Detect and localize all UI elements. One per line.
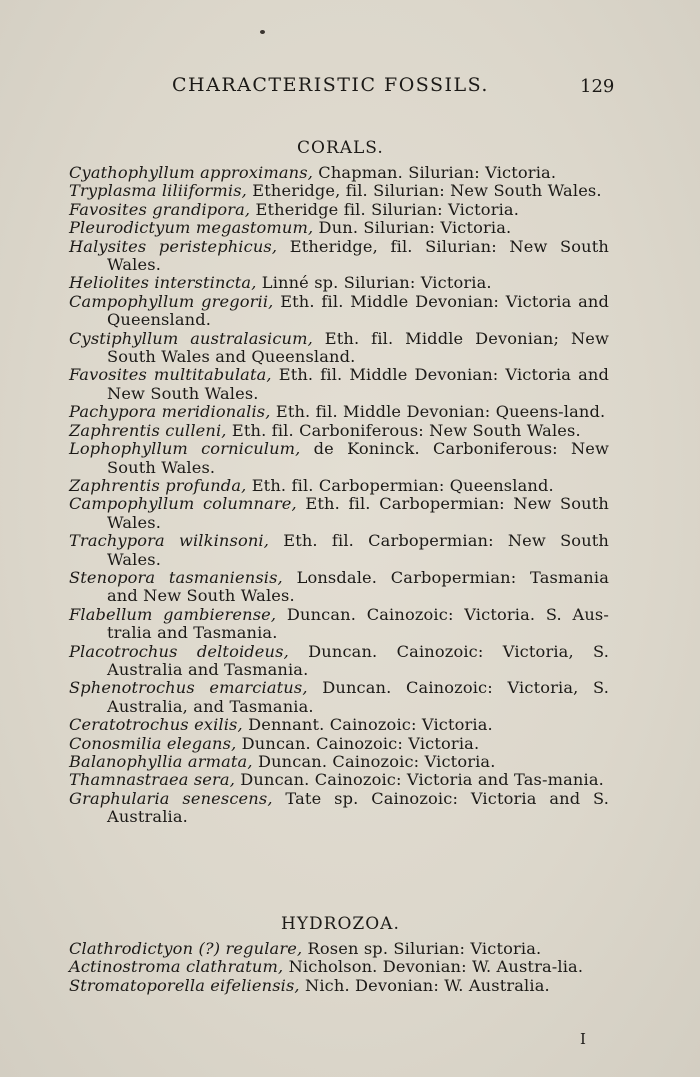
list-item: [69, 182, 609, 200]
species-name: Stromatoporella eifeliensis,: [69, 975, 300, 995]
list-item: [69, 238, 609, 275]
running-title: CHARACTERISTIC FOSSILS.: [172, 74, 489, 96]
entry-details: Etheridge, fil. Silurian: New South Wales.: [246, 181, 602, 201]
species-name: Clathrodictyon (?) regulare,: [69, 939, 303, 958]
entry-details: Linné sp. Silurian: Victoria.: [256, 273, 492, 293]
entry-details: Duncan. Cainozoic: Victoria, S. Australia and Tasmania.: [107, 641, 610, 679]
species-name: Zaphrentis profunda,: [69, 475, 247, 495]
species-name: Heliolites interstincta,: [69, 273, 257, 293]
entry-details: de Koninck. Carboniferous: New South Wales.: [107, 439, 610, 477]
species-name: Pleurodictyum megastomum,: [69, 218, 314, 238]
entry-details: Eth. fil. Middle Devonian: Victoria and New South Wales.: [107, 365, 609, 403]
entry-details: Duncan. Cainozoic: Victoria, S. Australia, and Tasmania.: [107, 678, 609, 716]
section-title-corals: CORALS.: [297, 138, 384, 158]
species-name: Cyathophyllum approximans,: [69, 163, 314, 182]
species-name: Sphenotrochus emarciatus,: [69, 678, 308, 698]
species-name: Placotrochus deltoideus,: [69, 641, 289, 661]
section-title-hydrozoa: HYDROZOA.: [281, 914, 400, 934]
entry-details: Eth. fil. Middle Devonian: Victoria and Queensland.: [107, 291, 610, 330]
species-name: Halysites peristephicus,: [69, 236, 278, 256]
species-name: Zaphrentis culleni,: [69, 420, 227, 440]
entry-details: Duncan. Cainozoic: Victoria.: [252, 752, 496, 771]
list-item: [69, 532, 609, 569]
entry-details: Nich. Devonian: W. Australia.: [299, 975, 550, 995]
species-name: Pachypora meridionalis,: [69, 402, 271, 422]
species-name: Favosites grandipora,: [69, 199, 251, 219]
hydrozoa-list: [69, 940, 609, 995]
species-name: Thamnastraea sera,: [69, 770, 235, 790]
list-item: [69, 219, 609, 237]
list-item: [69, 477, 609, 495]
species-name: Tryplasma liliiformis,: [69, 181, 247, 201]
list-item: [69, 958, 609, 976]
entry-details: Dun. Silurian: Victoria.: [313, 218, 512, 238]
entry-details: Eth. fil. Middle Devonian; New South Wales and Queensland.: [107, 328, 609, 367]
list-item: [69, 274, 609, 292]
species-name: Cystiphyllum australasicum,: [69, 328, 313, 348]
entry-details: Duncan. Cainozoic: Victoria. S. Aus-tralia and Tasmania.: [107, 604, 609, 643]
species-name: Campophyllum columnare,: [69, 494, 297, 514]
list-item: [69, 606, 609, 643]
species-name: Stenopora tasmaniensis,: [69, 567, 283, 587]
list-item: [69, 643, 609, 680]
species-name: Conosmilia elegans,: [69, 733, 237, 753]
species-name: Ceratotrochus exilis,: [69, 715, 243, 735]
list-item: [69, 977, 609, 995]
list-item: [69, 940, 609, 958]
species-name: Flabellum gambierense,: [69, 604, 277, 624]
list-item: [69, 164, 609, 182]
list-item: [69, 735, 609, 753]
entry-details: Duncan. Cainozoic: Victoria and Tas-mania.: [235, 770, 604, 790]
list-item: [69, 403, 609, 421]
list-item: [69, 201, 609, 219]
species-name: Actinostroma clathratum,: [69, 957, 284, 977]
ink-speck: [260, 30, 265, 34]
entry-details: Eth. fil. Middle Devonian: Queens-land.: [270, 402, 606, 422]
page-number: 129: [580, 76, 615, 97]
entry-details: Nicholson. Devonian: W. Austra-lia.: [283, 957, 584, 977]
list-item: [69, 366, 609, 403]
list-item: [69, 569, 609, 606]
list-item: [69, 753, 609, 771]
list-item: [69, 716, 609, 734]
entry-details: Etheridge, fil. Silurian: New South Wales.: [107, 236, 609, 275]
entry-details: Etheridge fil. Silurian: Victoria.: [250, 199, 520, 219]
entry-details: Eth. fil. Carbopermian: New South Wales.: [107, 494, 609, 532]
species-name: Campophyllum gregorii,: [69, 291, 274, 311]
list-item: [69, 790, 609, 827]
species-name: Balanophyllia armata,: [69, 752, 253, 771]
species-name: Favosites multitabulata,: [69, 365, 272, 385]
list-item: [69, 440, 609, 477]
species-name: Lophophyllum corniculum,: [69, 439, 301, 459]
corals-list: [69, 164, 609, 827]
species-name: Graphularia senescens,: [69, 788, 273, 808]
list-item: [69, 422, 609, 440]
entry-details: Tate sp. Cainozoic: Victoria and S. Australia.: [107, 788, 609, 827]
list-item: [69, 771, 609, 789]
entry-details: Eth. fil. Carboniferous: New South Wales.: [226, 420, 581, 440]
entry-details: Eth. fil. Carbopermian: New South Wales.: [107, 531, 610, 569]
list-item: [69, 679, 609, 716]
species-name: Trachypora wilkinsoni,: [69, 531, 270, 551]
signature-mark: I: [580, 1030, 586, 1048]
entry-details: Chapman. Silurian: Victoria.: [313, 163, 557, 182]
entry-details: Dennant. Cainozoic: Victoria.: [242, 715, 493, 735]
entry-details: Lonsdale. Carbopermian: Tasmania and New South Wales.: [107, 567, 609, 606]
list-item: [69, 293, 609, 330]
entry-details: Rosen sp. Silurian: Victoria.: [302, 939, 542, 958]
list-item: [69, 330, 609, 367]
entry-details: Duncan. Cainozoic: Victoria.: [236, 733, 480, 753]
list-item: [69, 495, 609, 532]
entry-details: Eth. fil. Carbopermian: Queensland.: [246, 475, 554, 495]
